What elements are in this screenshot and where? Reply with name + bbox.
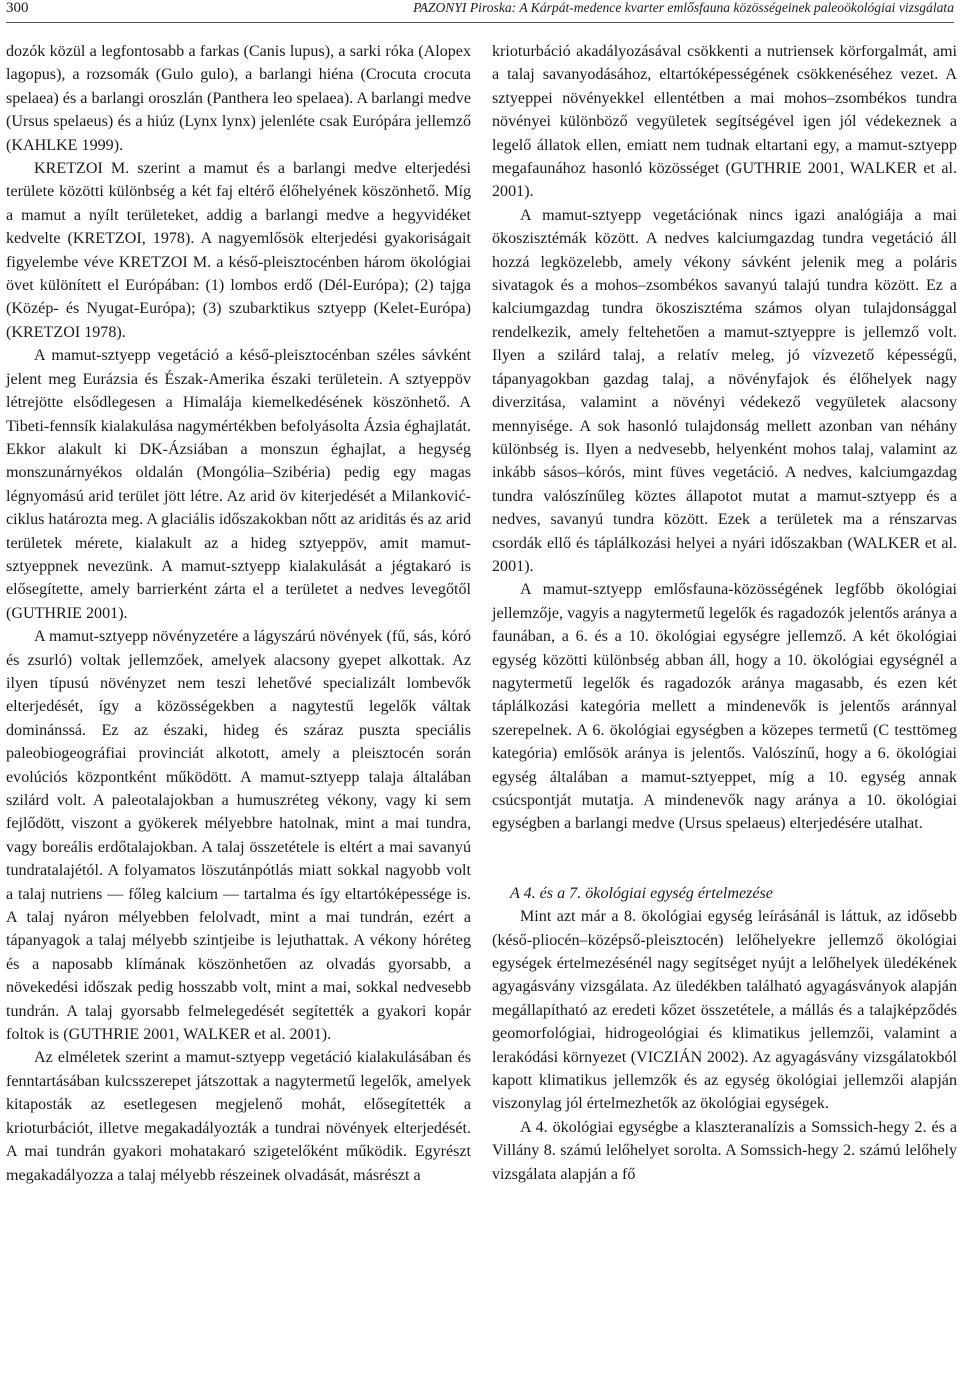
paragraph: KRETZOI M. szerint a mamut és a barlangi medve elterjedési területe közötti különbség a két faj eltérő élőhelyének köszönhető. Míg a mamut a nyílt területeket, addig a barlangi medve a hegyvidéket kedvelte (KRETZOI, 1978). A nagyemlősök elterjedési gyakoriságait figyelembe véve KRETZOI M. a késő-pleisztocénben három ökológiai övet különített el Európában: (1) lombos erdő (Dél-Európa); (2) tajga (Közép- és Nyugat-Európa); (3) szubarktikus sztyepp (Kelet-Európa) (KRETZOI 1978). xyxy=(6,160,471,341)
running-title: PAZONYI Piroska: A Kárpát-medence kvarter emlősfauna közösségeinek paleoökológiai vizsgálata xyxy=(413,0,954,15)
paragraph: A mamut-sztyepp vegetációnak nincs igazi analógiája a mai ökoszisztémák között. A nedves kalciumgazdag tundra vegetáció áll hozzá legközelebb, amely vékony sávként jelenik meg a poláris sivatagok és a mohos–zsombékos savanyú talajú tundra között. Ez a kalciumgazdag tundra ökoszisztéma számos olyan tulajdonsággal rendelkezik, amely feltehetően a mamut-sztyeppre is jellemző volt. Ilyen a szilárd talaj, a relatív meleg, jó vízvezető képességű, tápanyagokban gazdag talaj, a növényfajok és élőhelyek nagy diverzitása, valamint a növényi védekező vegyületek alacsony mennyisége. A sok hasonló tulajdonság mellett azonban van néhány különbség is. Ilyen a nedvesebb, helyenként mohos talaj, valamint az inkább sásos–kórós, mint füves vegetáció. A nedves, kalciumgazdag tundra valószínűleg köztes állapotot mutat a mamut-sztyepp és a nedves, savanyú tundra között. Ezek a területek ma a rénszarvas csordák ellő és táplálkozási helyei a nyári időszakban (WALKER et al. 2001). xyxy=(492,206,957,575)
paragraph: A mamut-sztyepp vegetáció a késő-pleisztocénban széles sávként jelent meg Eurázsia és Észak-Amerika északi területein. A sztyeppöv létrejötte elsődlegesen a Himalája kiemelkedésének köszönhető. A Tibeti-fennsík kialakulása nagymértékben befolyásolta Ázsia éghajlatát. Ekkor alakult ki DK-Ázsiában a monszun éghajlat, a hegység monszunárnyékos oldalán (Mongólia–Szibéria) pedig egy magas légnyomású arid terület jött létre. Az arid öv kiterjedését a Milanković-ciklus határozta meg. A glaciális időszakokban nőtt az ariditás és az arid területek mérete, kialakult az a hideg sztyeppöv, amit mamut-sztyeppnek nevezünk. A mamut-sztyepp kialakulását a jégtakaró is elősegítette, amely barrierként zárta el a területet a nedves levegőtől (GUTHRIE 2001). xyxy=(6,347,471,622)
paragraph: A mamut-sztyepp emlősfauna-közösségének legfőbb ökológiai jellemzője, vagyis a nagytermetű legelők és ragadozók jelentős aránya a faunában, a 6. és a 10. ökológiai egységre jellemző. A két ökológiai egység közötti különbség abban áll, hogy a 10. ökológiai egységnél a nagytermetű legelők és ragadozók aránya magasabb, és ezen két táplálkozási kategória mellett a mindenevők is jelentős aránnyal szerepelnek. A 6. ökológiai egységben a közepes termetű (C testtömeg kategória) emlősök aránya is jelentős. Valószínű, hogy a 6. ökológiai egység általában a mamut-sztyeppet, míg a 10. egység annak csúcspontját mutatja. A mindenevők nagy aránya a 10. ökológiai egységben a barlangi medve (Ursus spelaeus) elterjedésére utalhat. xyxy=(492,581,957,833)
section-heading: A 4. és a 7. ökológiai egység értelmezése xyxy=(510,884,773,902)
paragraph: dozók közül a legfontosabb a farkas (Canis lupus), a sarki róka (Alopex lagopus), a rozsomák (Gulo gulo), a barlangi hiéna (Crocuta crocuta spelaea) és a barlangi oroszlán (Panthera leo spelaea). A barlangi medve (Ursus spelaeus) és a hiúz (Lynx lynx) jelenléte csak Európára jellemző (KAHLKE 1999). xyxy=(6,43,471,154)
paragraph: krioturbáció akadályozásával csökkenti a nutriensek körforgalmát, ami a talaj savanyodásához, eltartóképességének csökkenéséhez vezet. A sztyeppei növényekkel ellentétben a mai mohos–zsombékos tundra növényei különböző vegyületek segítségével igen jól védekeznek a legelő állatok ellen, emiatt nem tudnak eltartani egy, a mamut-sztyepp megafaunához hasonló közösséget (GUTHRIE 2001, WALKER et al. 2001). xyxy=(492,43,957,201)
paragraph: Az elméletek szerint a mamut-sztyepp vegetáció kialakulásában és fenntartásában kulcsszerepet játszottak a nagytermetű legelők, amelyek kitaposták az esetlegesen megjelenő mohát, elősegítették a krioturbációt, illetve megakadályozták a tundrai növények elterjedését. A mai tundrán gyakori mohatakaró szigetelőként működik. Egyrészt megakadályozza a talaj mélyebb részeinek olvadását, másrészt a xyxy=(6,1049,471,1184)
paragraph: A 4. ökológiai egységbe a klaszteranalízis a Somssich-hegy 2. és a Villány 8. számú lelőhelyet sorolta. A Somssich-hegy 2. számú lelőhely vizsgálata alapján a fő xyxy=(492,1118,957,1183)
page-header xyxy=(6,0,954,23)
right-column xyxy=(492,40,957,1186)
paragraph: A mamut-sztyepp növényzetére a lágyszárú növények (fű, sás, kóró és zsurló) voltak jellemzőek, amelyek alacsony gyepet alkottak. Az ilyen típusú növényzet nem teszi lehetővé specializált lombevők elterjedését, így a közösségekben a nagytestű legelők váltak dominánssá. Ez az északi, hideg és száraz puszta speciális paleobiogeográfiai provinciát alkotott, amely a pleisztocén során evolúciós központként működött. A mamut-sztyepp talaja általában szilárd volt. A paleotalajokban a humuszréteg vékony, vagy ki sem fejlődött, viszont a gyökerek mélyebbre hatolnak, mint a mai tundra, vagy boreális erdőtalajokban. A talaj összetétele is eltért a mai savanyú tundratalajétól. A folyamatos löszutánpótlás miatt sokkal nagyobb volt a talaj nutriens — főleg kalcium — tartalma és így eltartóképessége is. A talaj nyáron mélyebben felolvadt, mint a mai tundrán, ezért a tápanyagok a talaj mélyebb szintjeibe is lejuthattak. A vékony hóréteg és a naposabb klímának köszönhetően az olvadás gyorsabb, a növekedési időszak pedig hosszabb volt, mint a mai, sokkal nedvesebb tundrán. A talaj gyorsabb felmelegedését segítették a gyakori kopár foltok is (GUTHRIE 2001, WALKER et al. 2001). xyxy=(6,628,471,1044)
left-column xyxy=(6,40,471,1187)
page-number: 300 xyxy=(6,0,29,16)
paragraph: Mint azt már a 8. ökológiai egység leírásánál is láttuk, az idősebb (késő-pliocén–középső-pleisztocén) lelőhelyekre jellemző ökológiai egységek értelmezésénél nagy segítséget nyújt a lelőhelyek üledékének agyagásvány vizsgálata. Az üledékben található agyagásványok alapján megállapítható az eredeti kőzet összetétele, a mállás és a talajképződés geomorfológiai, hidrogeológiai és klimatikus jellemzői, valamint a lerakódási környezet (VICZIÁN 2002). Az agyagásvány vizsgálatokból kapott klimatikus jellemzők és az egység ökológiai jellemzői alapján viszonylag jól értelmezhetők az ökológiai egységek. xyxy=(492,908,957,1113)
